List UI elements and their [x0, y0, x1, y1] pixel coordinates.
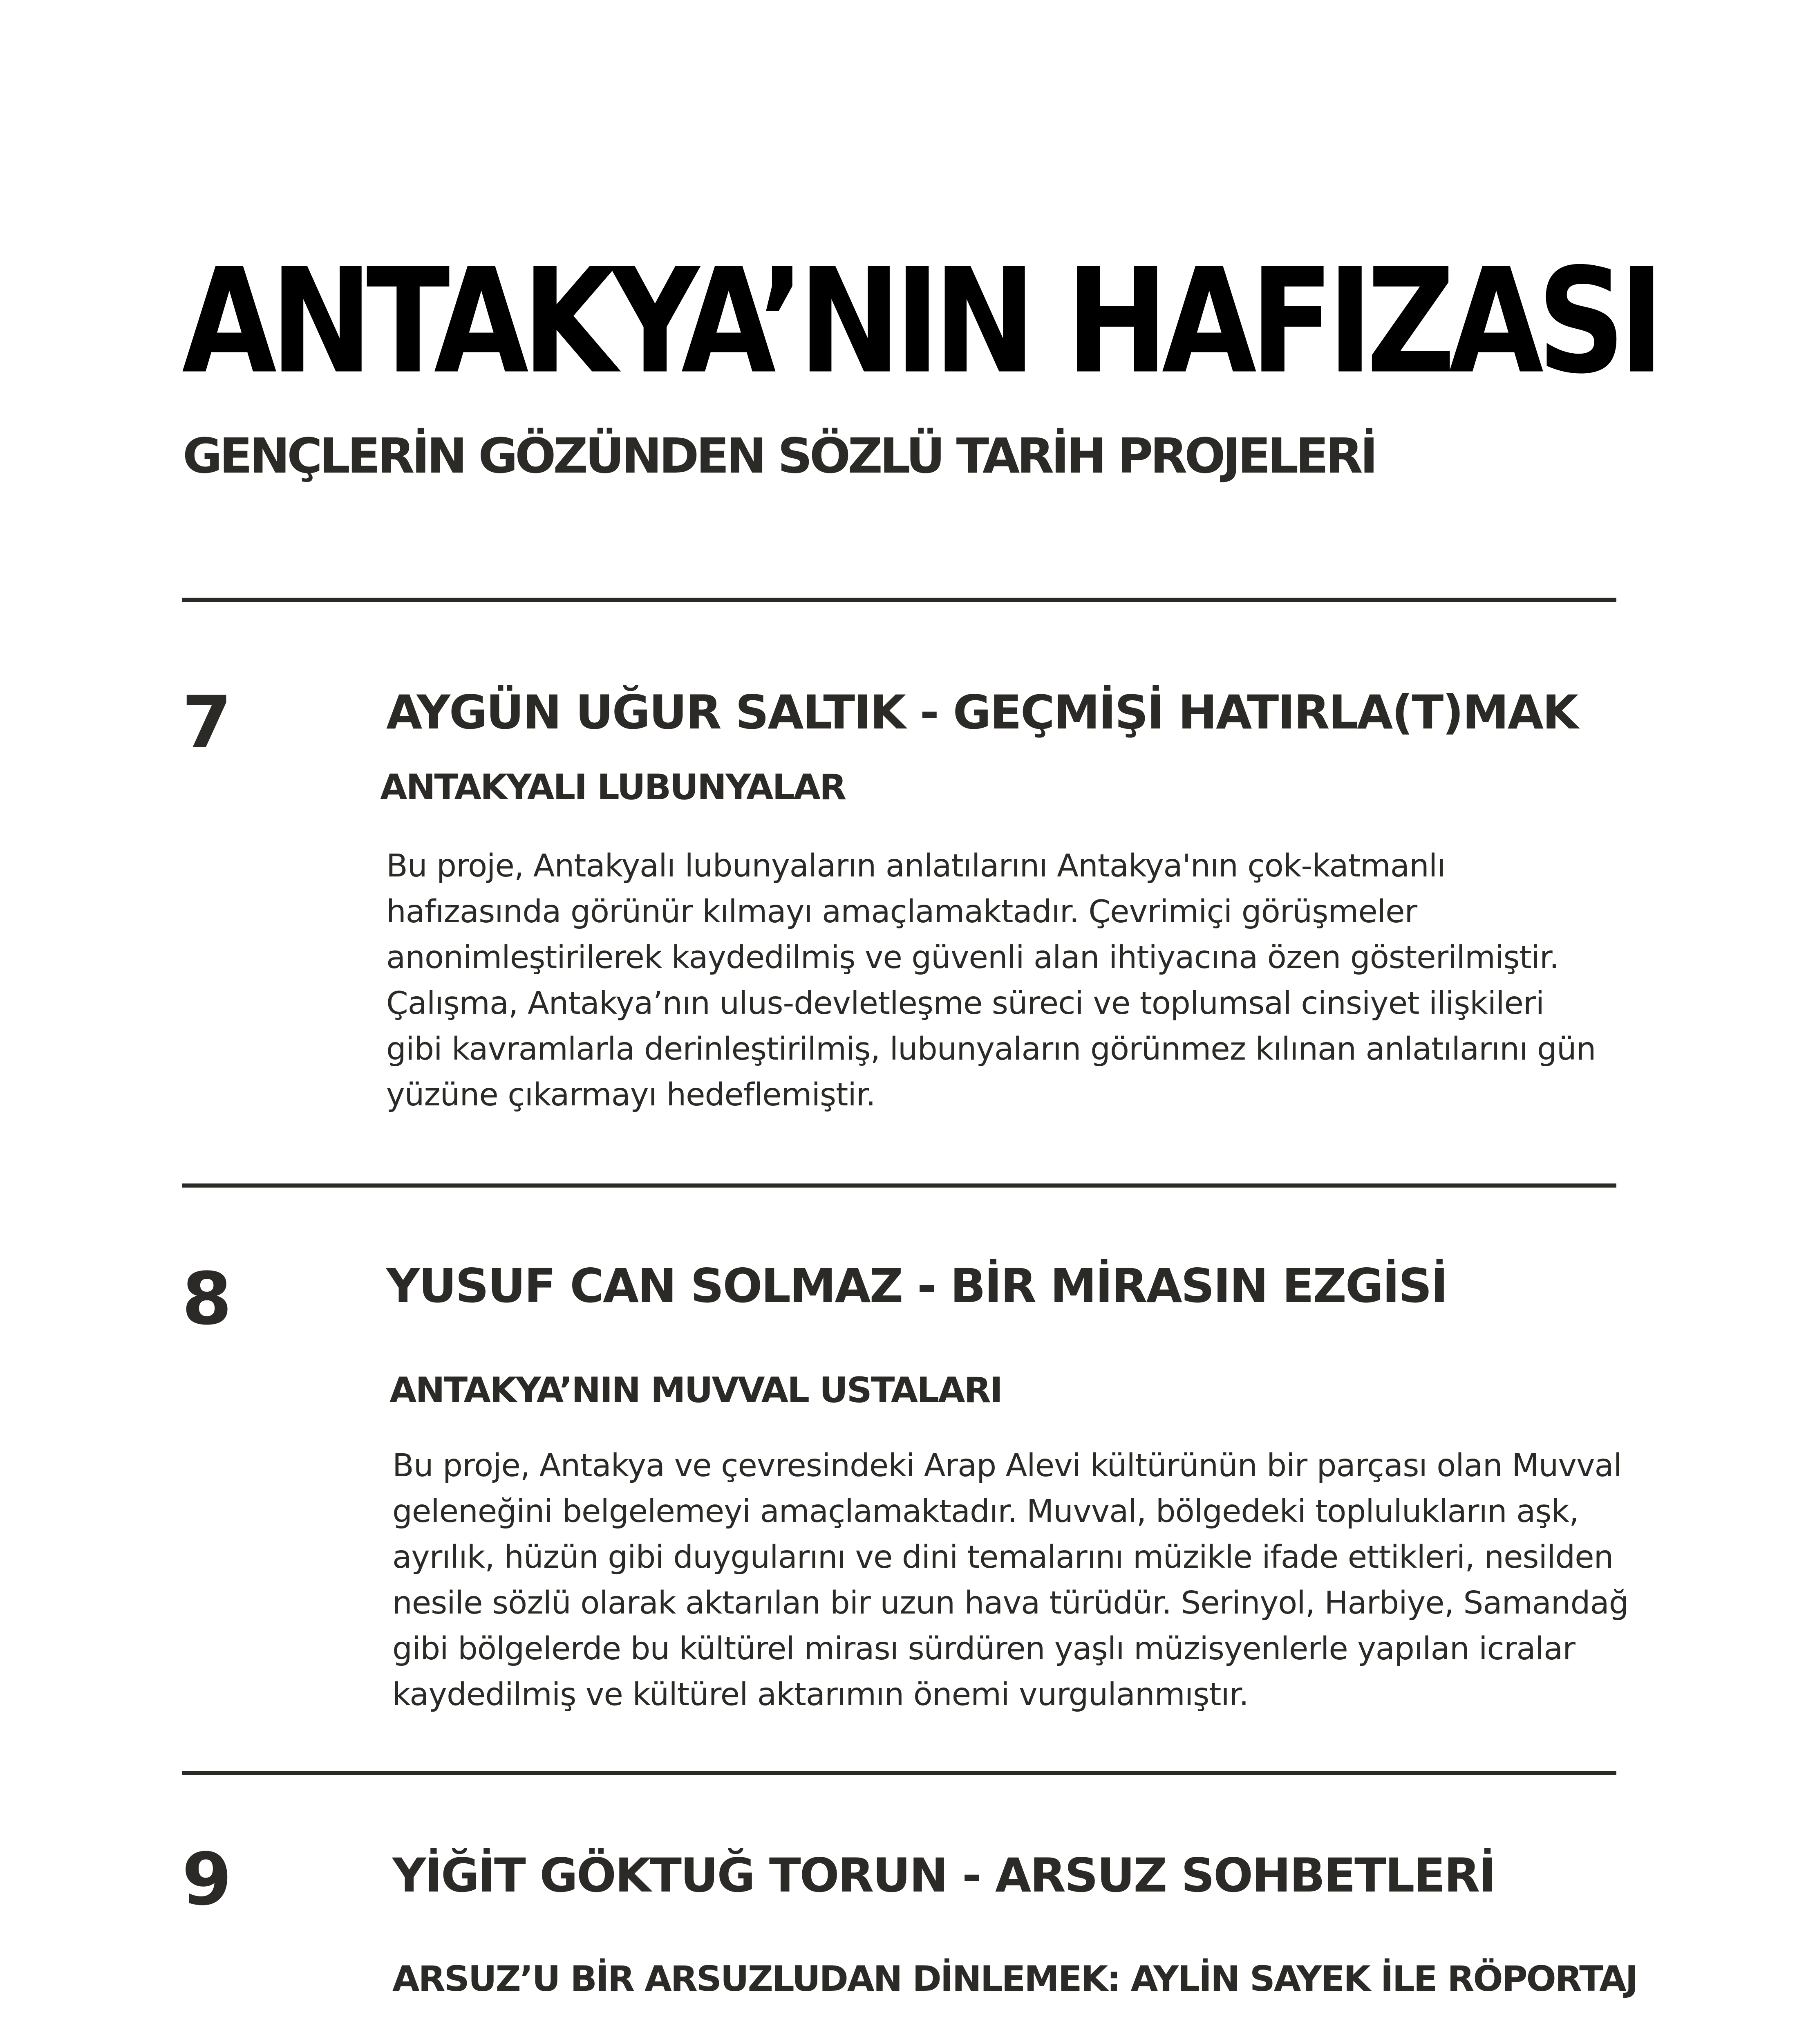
- description-line: yüzüne çıkarmayı hedeflemiştir.: [386, 1077, 875, 1113]
- description-line: nesile sözlü olarak aktarılan bir uzun hava türüdür. Serinyol, Harbiye, Samandağ: [392, 1585, 1629, 1621]
- project-subtitle: ANTAKYALI LUBUNYALAR: [380, 767, 846, 808]
- description-line: kaydedilmiş ve kültürel aktarımın önemi vurgulanmıştır.: [392, 1676, 1249, 1713]
- project-title: YUSUF CAN SOLMAZ - BİR MİRASIN EZGİSİ: [386, 1259, 1447, 1313]
- project-subtitle: ARSUZ’U BİR ARSUZLUDAN DİNLEMEK: AYLİN SAYEK İLE RÖPORTAJ: [392, 1959, 1637, 1999]
- description-line: gibi kavramlarla derinleştirilmiş, lubunyaların görünmez kılınan anlatılarını gün: [386, 1031, 1596, 1067]
- description-line: gibi bölgelerde bu kültürel mirası sürdüren yaşlı müzisyenlerle yapılan icralar: [392, 1631, 1575, 1667]
- project-subtitle: ANTAKYA’NIN MUVVAL USTALARI: [389, 1370, 1002, 1411]
- section-divider: [182, 1183, 1616, 1188]
- description-line: Bu proje, Antakya ve çevresindeki Arap Alevi kültürünün bir parçası olan Muvval: [392, 1448, 1622, 1484]
- section-divider: [182, 598, 1616, 602]
- description-line: geleneğini belgelemeyi amaçlamaktadır. Muvval, bölgedeki toplulukların aşk,: [392, 1493, 1579, 1530]
- project-title: AYGÜN UĞUR SALTIK - GEÇMİŞİ HATIRLA(T)MAK: [386, 685, 1578, 740]
- description-line: Bu proje, Antakyalı lubunyaların anlatılarını Antakya'nın çok-katmanlı: [386, 848, 1446, 884]
- section-divider: [182, 1771, 1616, 1775]
- project-description: [392, 1443, 1629, 1718]
- page-subtitle: GENÇLERİN GÖZÜNDEN SÖZLÜ TARİH PROJELERİ: [183, 428, 1375, 484]
- project-description: [386, 843, 1596, 1118]
- description-line: Çalışma, Antakya’nın ulus-devletleşme süreci ve toplumsal cinsiyet ilişkileri: [386, 985, 1544, 1022]
- project-number: 8: [182, 1257, 232, 1341]
- description-line: ayrılık, hüzün gibi duygularını ve dini temalarını müzikle ifade ettikleri, nesilden: [392, 1539, 1614, 1576]
- description-line: hafızasında görünür kılmayı amaçlamaktadır. Çevrimiçi görüşmeler: [386, 894, 1417, 930]
- project-number: 9: [182, 1838, 232, 1921]
- project-number: 7: [182, 681, 232, 764]
- project-title: YİĞİT GÖKTUĞ TORUN - ARSUZ SOHBETLERİ: [392, 1848, 1495, 1903]
- page-title: ANTAKYA’NIN HAFIZASI: [182, 237, 1658, 406]
- description-line: anonimleştirilerek kaydedilmiş ve güvenli alan ihtiyacına özen gösterilmiştir.: [386, 939, 1559, 976]
